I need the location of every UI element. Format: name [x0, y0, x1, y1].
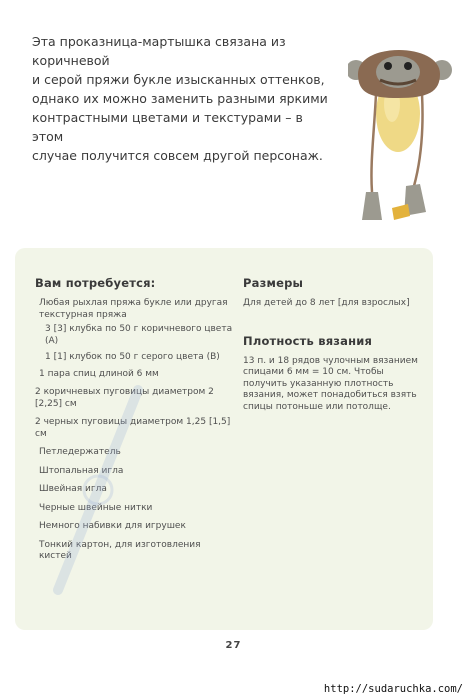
materials-panel [15, 248, 433, 630]
intro-line: Эта проказница-мартышка связана из коричневой [32, 34, 286, 68]
source-url: http://sudaruchka.com/ [323, 683, 463, 695]
requirement-item: Любая рыхлая пряжа букле или другая текстурная пряжа [39, 298, 228, 320]
requirement-item: 1 [1] клубок по 50 г серого цвета (В) [45, 352, 220, 362]
requirement-item: 2 черных пуговицы диаметром 1,25 [1,5] см [35, 417, 231, 439]
requirement-item: 2 коричневых пуговицы диаметром 2 [2,25] см [35, 387, 214, 409]
requirement-item: Штопальная игла [39, 465, 124, 476]
intro-line: и серой пряжи букле изысканных оттенков, [32, 72, 325, 87]
requirement-item: Немного набивки для игрушек [39, 521, 186, 531]
requirement-item: Черные швейные нитки [39, 502, 153, 513]
gauge-heading: Плотность вязания [243, 333, 373, 348]
requirement-item: 3 [3] клубка по 50 г коричневого цвета (А) [45, 324, 233, 346]
requirements-column [35, 276, 235, 570]
gauge-text: 13 п. и 18 рядов чулочным вязанием спицами 6 мм = 10 см. Чтобы получить указанную плотность вязания, может понадобиться взять спицы потоньше или потолще. [243, 355, 418, 412]
requirement-item: 1 пара спиц длиной 6 мм [39, 368, 159, 379]
intro-paragraph [32, 32, 332, 165]
requirement-item: Петледержатель [39, 447, 121, 457]
requirements-heading: Вам потребуется: [35, 276, 156, 290]
requirement-item: Швейная игла [39, 484, 107, 494]
intro-line: контрастными цветами и текстурами – в этом [32, 110, 303, 144]
monkey-hat-photo [348, 34, 452, 226]
intro-line: случае получится совсем другой персонаж. [32, 148, 323, 163]
requirement-item: Тонкий картон, для изготовления кистей [39, 539, 201, 561]
sizes-text: Для детей до 8 лет [для взрослых] [243, 298, 410, 308]
sizes-heading: Размеры [243, 276, 304, 290]
info-column [243, 276, 418, 437]
intro-line: однако их можно заменить разными яркими [32, 91, 328, 106]
page-number: 27 [225, 640, 242, 651]
